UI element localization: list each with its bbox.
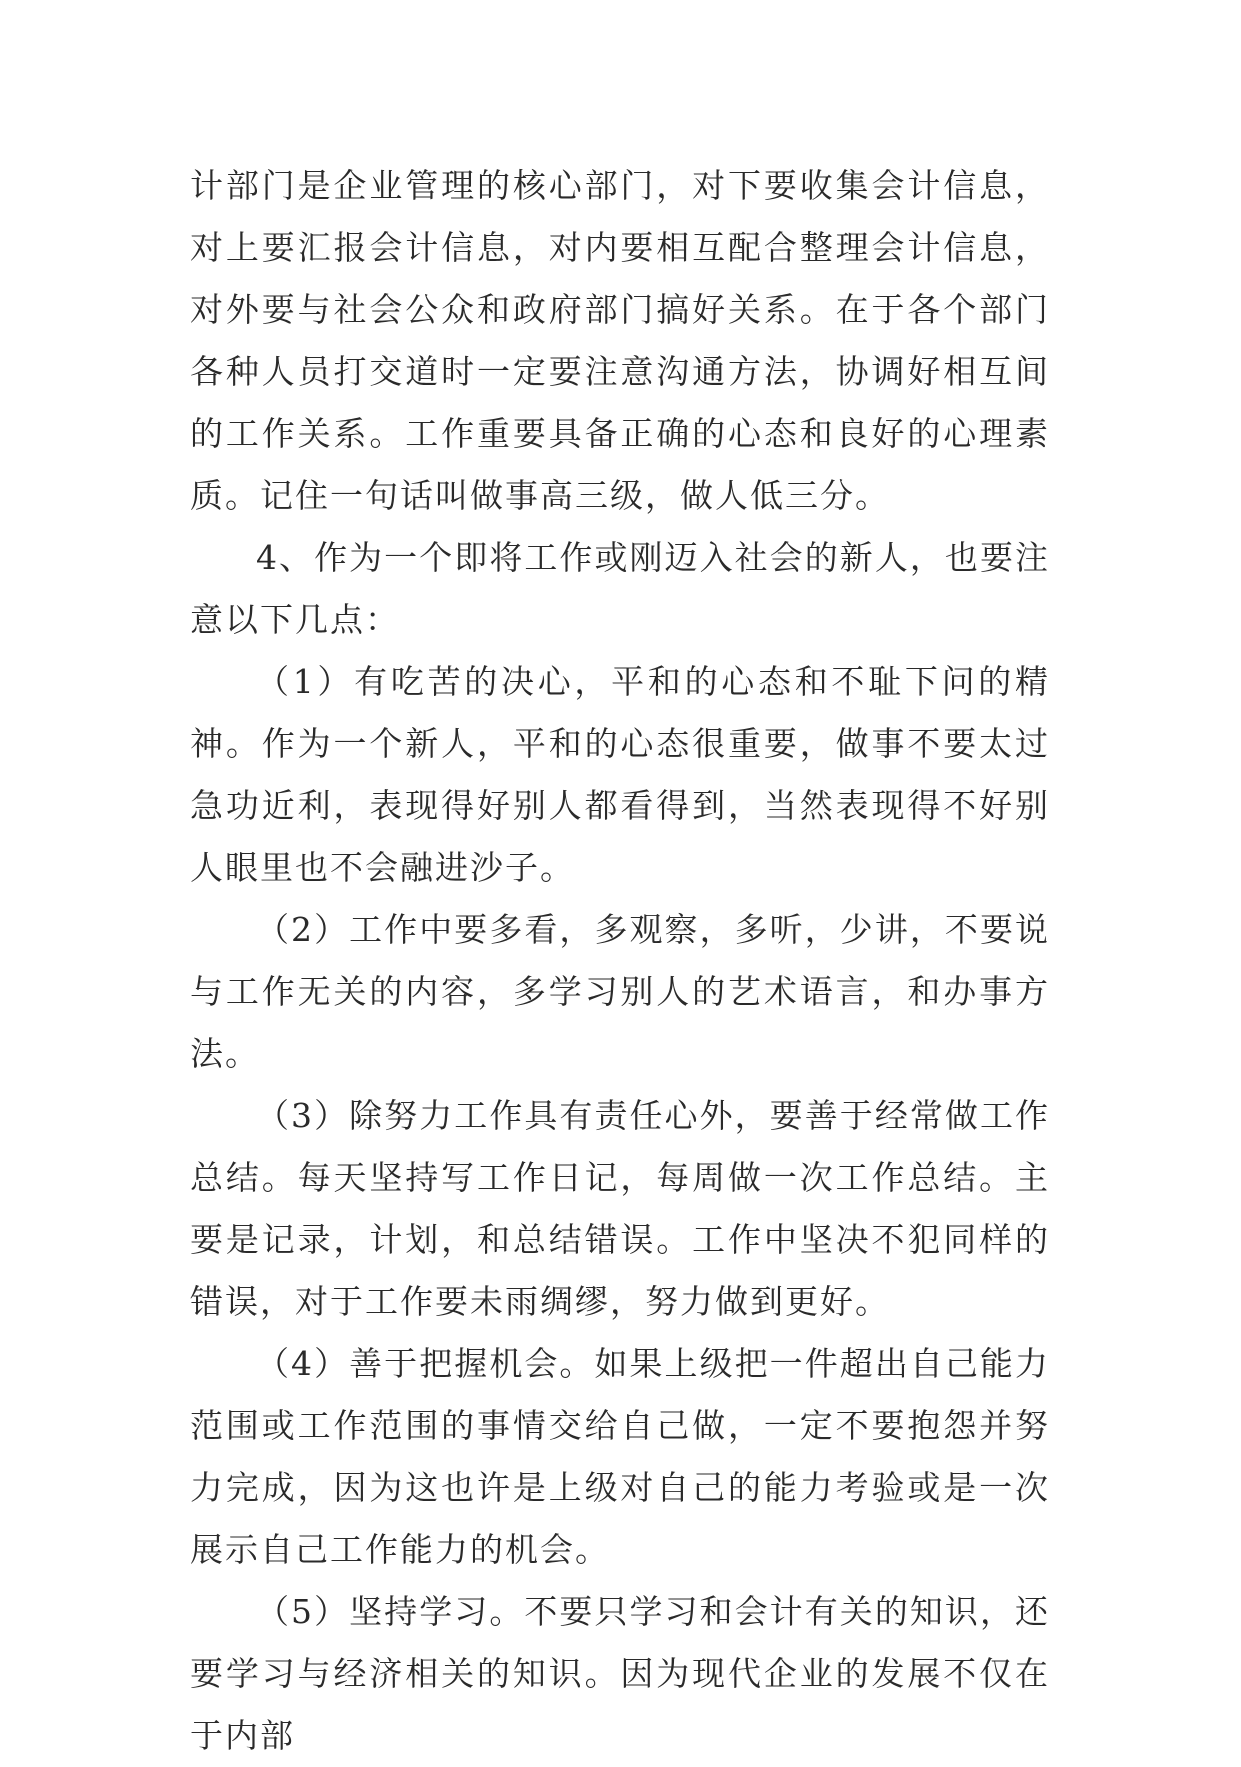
paragraph-point-4: 4、作为一个即将工作或刚迈入社会的新人，也要注意以下几点：	[190, 538, 1050, 639]
paragraph-item-4: （4）善于把握机会。如果上级把一件超出自己能力范围或工作范围的事情交给自己做，一定不要抱怨并努力完成，因为这也许是上级对自己的能力考验或是一次展示自己工作能力的机会。	[190, 1344, 1050, 1569]
paragraph-item-3: （3）除努力工作具有责任心外，要善于经常做工作总结。每天坚持写工作日记，每周做一次工作总结。主要是记录，计划，和总结错误。工作中坚决不犯同样的错误，对于工作要未雨绸缪，努力做到更好。	[190, 1096, 1050, 1321]
paragraph-item-2: （2）工作中要多看，多观察，多听，少讲，不要说与工作无关的内容，多学习别人的艺术语言，和办事方法。	[190, 910, 1050, 1073]
paragraph-item-1: （1）有吃苦的决心，平和的心态和不耻下问的精神。作为一个新人，平和的心态很重要，做事不要太过急功近利，表现得好别人都看得到，当然表现得不好别人眼里也不会融进沙子。	[190, 662, 1050, 887]
body-text	[190, 155, 1050, 1767]
paragraph-item-5: （5）坚持学习。不要只学习和会计有关的知识，还要学习与经济相关的知识。因为现代企业的发展不仅在于内部	[190, 1592, 1050, 1755]
paragraph-continuation: 计部门是企业管理的核心部门，对下要收集会计信息，对上要汇报会计信息，对内要相互配合整理会计信息，对外要与社会公众和政府部门搞好关系。在于各个部门各种人员打交道时一定要注意沟通方法，协调好相互间的工作关系。工作重要具备正确的心态和良好的心理素质。记住一句话叫做事高三级，做人低三分。	[190, 166, 1050, 515]
